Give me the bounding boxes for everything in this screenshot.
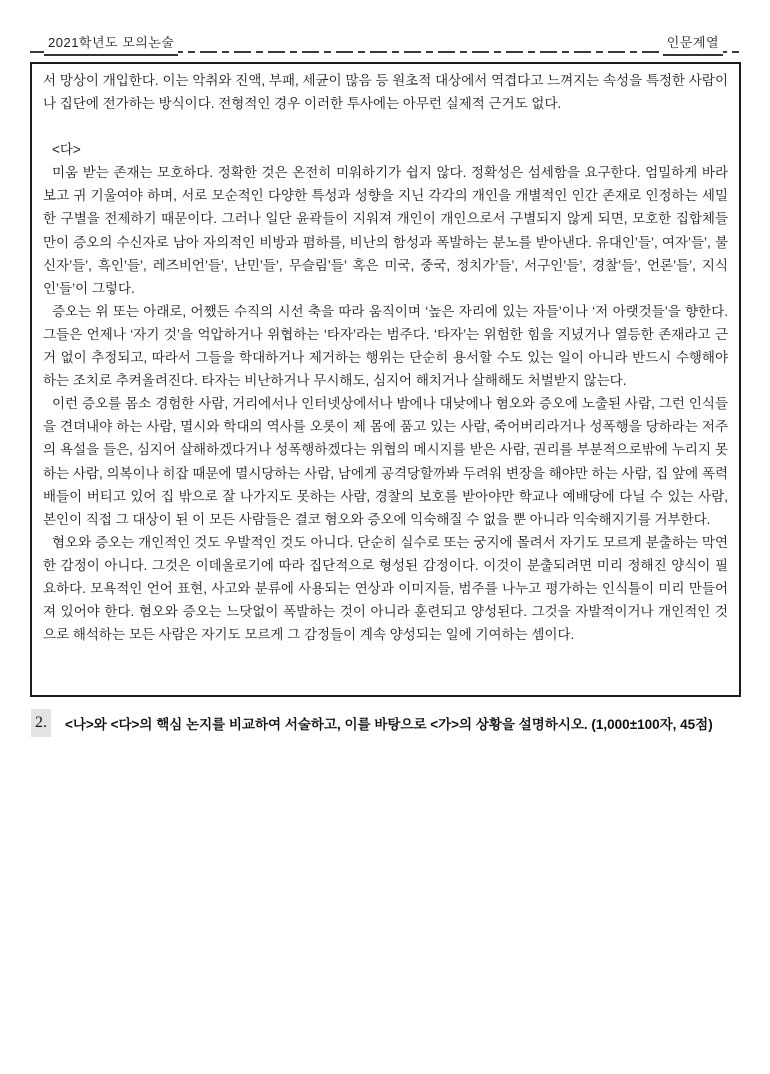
question-number: 2.: [31, 709, 51, 737]
question-text: <나>와 <다>의 핵심 논지를 비교하여 서술하고, 이를 바탕으로 <가>의 상황을 설명하시오. (1,000±100자, 45점): [65, 717, 713, 732]
passage-box: [30, 62, 741, 697]
passage-paragraph: 혐오와 증오는 개인적인 것도 우발적인 것도 아니다. 단순히 실수로 또는 궁지에 몰려서 자기도 모르게 분출하는 막연한 감정이 아니다. 그것은 이데올로기에 따라 집단적으로 형성된 감정이다. 이것이 분출되려면 미리 정해진 양식이 필요하다. 모욕적인 언어 표현, 사고와 분류에 사용되는 연상과 이미지들, 범주를 나누고 평가하는 인식틀이 미리 만들어져 있어야 한다. 혐오와 증오는 느닷없이 폭발하는 것이 아니라 훈련되고 양성된다. 그것을 자발적이거나 개인적인 것으로 해석하는 모든 사람은 자기도 모르게 그 감정들이 계속 양성되는 일에 기여하는 셈이다.: [43, 534, 728, 643]
header-left-title: 2021학년도 모의논술: [44, 32, 178, 56]
question-block: [35, 711, 737, 738]
passage-paragraph: 미움 받는 존재는 모호하다. 정확한 것은 온전히 미워하기가 쉽지 않다. 정확성은 섬세함을 요구한다. 엄밀하게 바라보고 귀 기울여야 하며, 서로 모순적인 다양한 특성과 성향을 지닌 각각의 개인을 개별적인 인간 존재로 인정하는 세밀한 구별을 전제하기 때문이다. 그러나 일단 윤곽들이 지워져 개인이 개인으로서 구별되지 않게 되면, 모호한 집합체들만이 증오의 수신자로 남아 자의적인 비방과 폄하를, 비난의 함성과 폭발하는 분노를 받아낸다. 유대인’들’, 여자’들’, 불신자’들’, 흑인’들’, 레즈비언’들’, 난민’들’, 무슬림’들’ 혹은 미국, 중국, 정치가’들’, 서구인’들’, 경찰’들’, 언론’들’, 지식인’들’이 그렇다.: [43, 165, 728, 296]
passage-paragraph: 증오는 위 또는 아래로, 어쨌든 수직의 시선 축을 따라 움직이며 ‘높은 자리에 있는 자들’이나 ‘저 아랫것들’을 향한다. 그들은 언제나 ‘자기 것’을 억압하거나 위협하는 ‘타자’라는 범주다. ‘타자’는 위험한 힘을 지녔거나 열등한 존재라고 근거 없이 추정되고, 따라서 그들을 학대하거나 제거하는 행위는 단순히 용서할 수도 있는 일이 아니라 반드시 수행해야 하는 조치로 추켜올려진다. 타자는 비난하거나 무시해도, 심지어 해치거나 살해해도 처벌받지 않는다.: [43, 303, 728, 389]
page-header: [30, 32, 741, 56]
header-right-title: 인문계열: [663, 32, 723, 56]
passage-continuation-paragraph: 서 망상이 개입한다. 이는 악취와 진액, 부패, 세균이 많음 등 원초적 대상에서 역겹다고 느껴지는 속성을 특정한 사람이나 집단에 전가하는 방식이다. 전형적인 경우 이러한 투사에는 아무런 실제적 근거도 없다.: [43, 73, 728, 112]
passage-section-label: <다>: [52, 142, 81, 158]
passage-paragraph: 이런 증오를 몸소 경험한 사람, 거리에서나 인터넷상에서나 밤에나 대낮에나 혐오와 증오에 노출된 사람, 그런 인식들을 견뎌내야 하는 사람, 멸시와 학대의 역사를 오롯이 제 몸에 품고 있는 사람, 죽어버리라거나 성폭행을 당하라는 저주의 욕설을 들은, 심지어 살해하겠다거나 성폭행하겠다는 위협의 메시지를 받은 사람, 권리를 부분적으로밖에 누리지 못하는 사람, 의복이나 히잡 때문에 멸시당하는 사람, 남에게 공격당할까봐 두려워 변장을 해야만 하는 사람, 집 앞에 폭력배들이 버티고 있어 집 밖으로 잘 나가지도 못하는 사람, 경찰의 보호를 받아야만 학교나 예배당에 다닐 수 있는 사람, 본인이 직접 그 대상이 된 이 모든 사람들은 결코 혐오와 증오에 익숙해질 수 없을 뿐 아니라 익숙해지기를 거부한다.: [43, 396, 728, 527]
